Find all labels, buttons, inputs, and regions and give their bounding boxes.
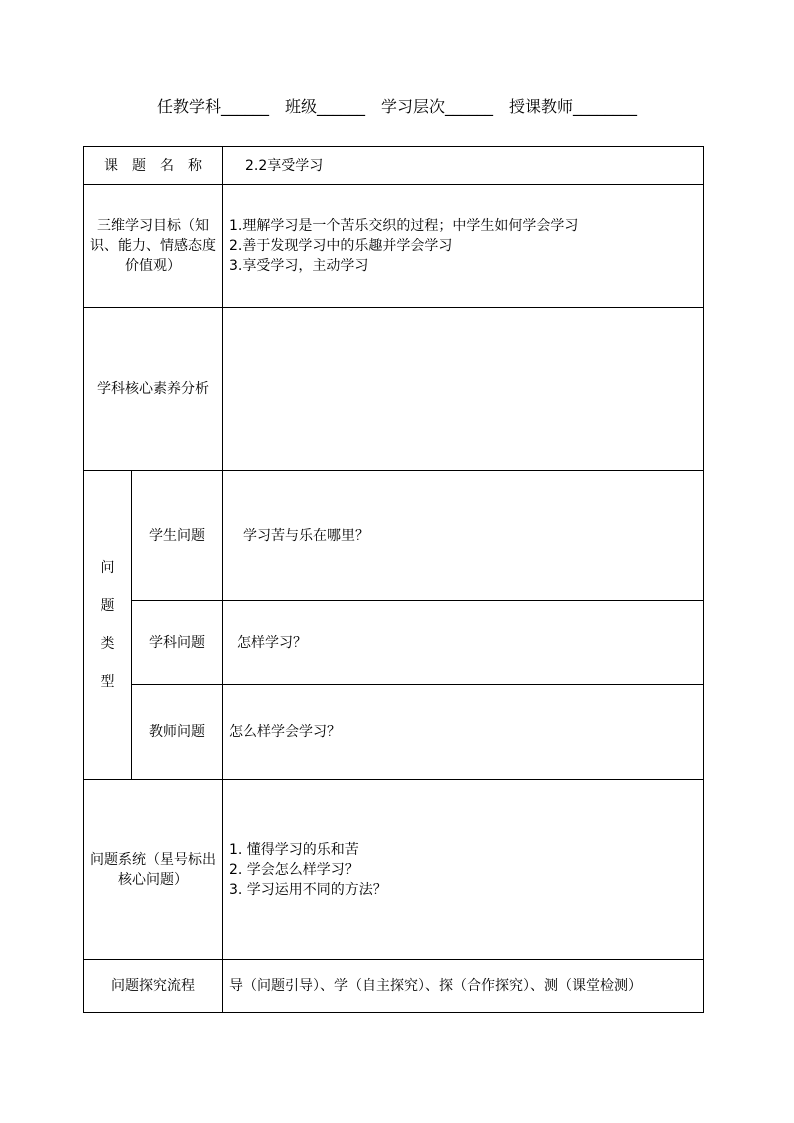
- system-label: [84, 780, 223, 960]
- course-name-value: 2.2享受学习: [223, 147, 704, 185]
- course-name-label: 课题名称: [84, 147, 223, 185]
- question-type-label: [84, 471, 132, 780]
- teacher-question-label: 教师问题: [132, 685, 223, 780]
- student-question-value: 学习苦与乐在哪里？: [223, 471, 704, 601]
- row-subject-question: [84, 601, 704, 685]
- goals-cell: [223, 185, 704, 308]
- process-value: 导（问题引导）、学（自主探究）、探（合作探究）、测（课堂检测）: [223, 960, 704, 1013]
- row-core: [84, 308, 704, 471]
- page-header: [0, 94, 794, 117]
- core-value: [223, 308, 704, 471]
- row-student-question: [84, 471, 704, 601]
- question-type-char: 问: [100, 560, 115, 576]
- system-item: 2. 学会怎么样学习？: [229, 861, 359, 878]
- goal-item: 1.理解学习是一个苦乐交织的过程；中学生如何学会学习: [229, 218, 579, 234]
- subject-question-value: 怎样学习？: [223, 601, 704, 685]
- system-item: 1. 懂得学习的乐和苦: [229, 841, 359, 858]
- header-teacher: 授课教师________: [509, 97, 638, 116]
- goal-item: 3.享受学习，主动学习: [229, 258, 369, 274]
- system-label-text: 问题系统（星号标出核心问题）: [90, 851, 216, 888]
- question-type-char: 类: [100, 636, 115, 652]
- lesson-plan-table: [83, 146, 704, 1013]
- question-type-char: 型: [100, 674, 115, 690]
- header-subject: 任教学科______: [156, 97, 269, 116]
- header-level: 学习层次______: [381, 97, 494, 116]
- row-goals: [84, 185, 704, 308]
- process-label: 问题探究流程: [84, 960, 223, 1013]
- core-label: [84, 308, 223, 471]
- question-type-char: 题: [100, 598, 115, 614]
- row-question-system: [84, 780, 704, 960]
- student-question-label: 学生问题: [132, 471, 223, 601]
- teacher-question-value: 怎么样学会学习？: [223, 685, 704, 780]
- subject-question-label: 学科问题: [132, 601, 223, 685]
- row-process: [84, 960, 704, 1013]
- row-teacher-question: [84, 685, 704, 780]
- system-item: 3. 学习运用不同的方法？: [229, 881, 387, 898]
- goal-item: 2.善于发现学习中的乐趣并学会学习: [229, 238, 453, 254]
- goals-label-text: 三维学习目标（知识、能力、情感态度价值观）: [90, 218, 216, 274]
- goals-label: [84, 185, 223, 308]
- header-class: 班级______: [284, 97, 365, 116]
- row-course-name: [84, 147, 704, 185]
- core-label-text: 学科核心素养分析: [97, 381, 209, 397]
- system-cell: [223, 780, 704, 960]
